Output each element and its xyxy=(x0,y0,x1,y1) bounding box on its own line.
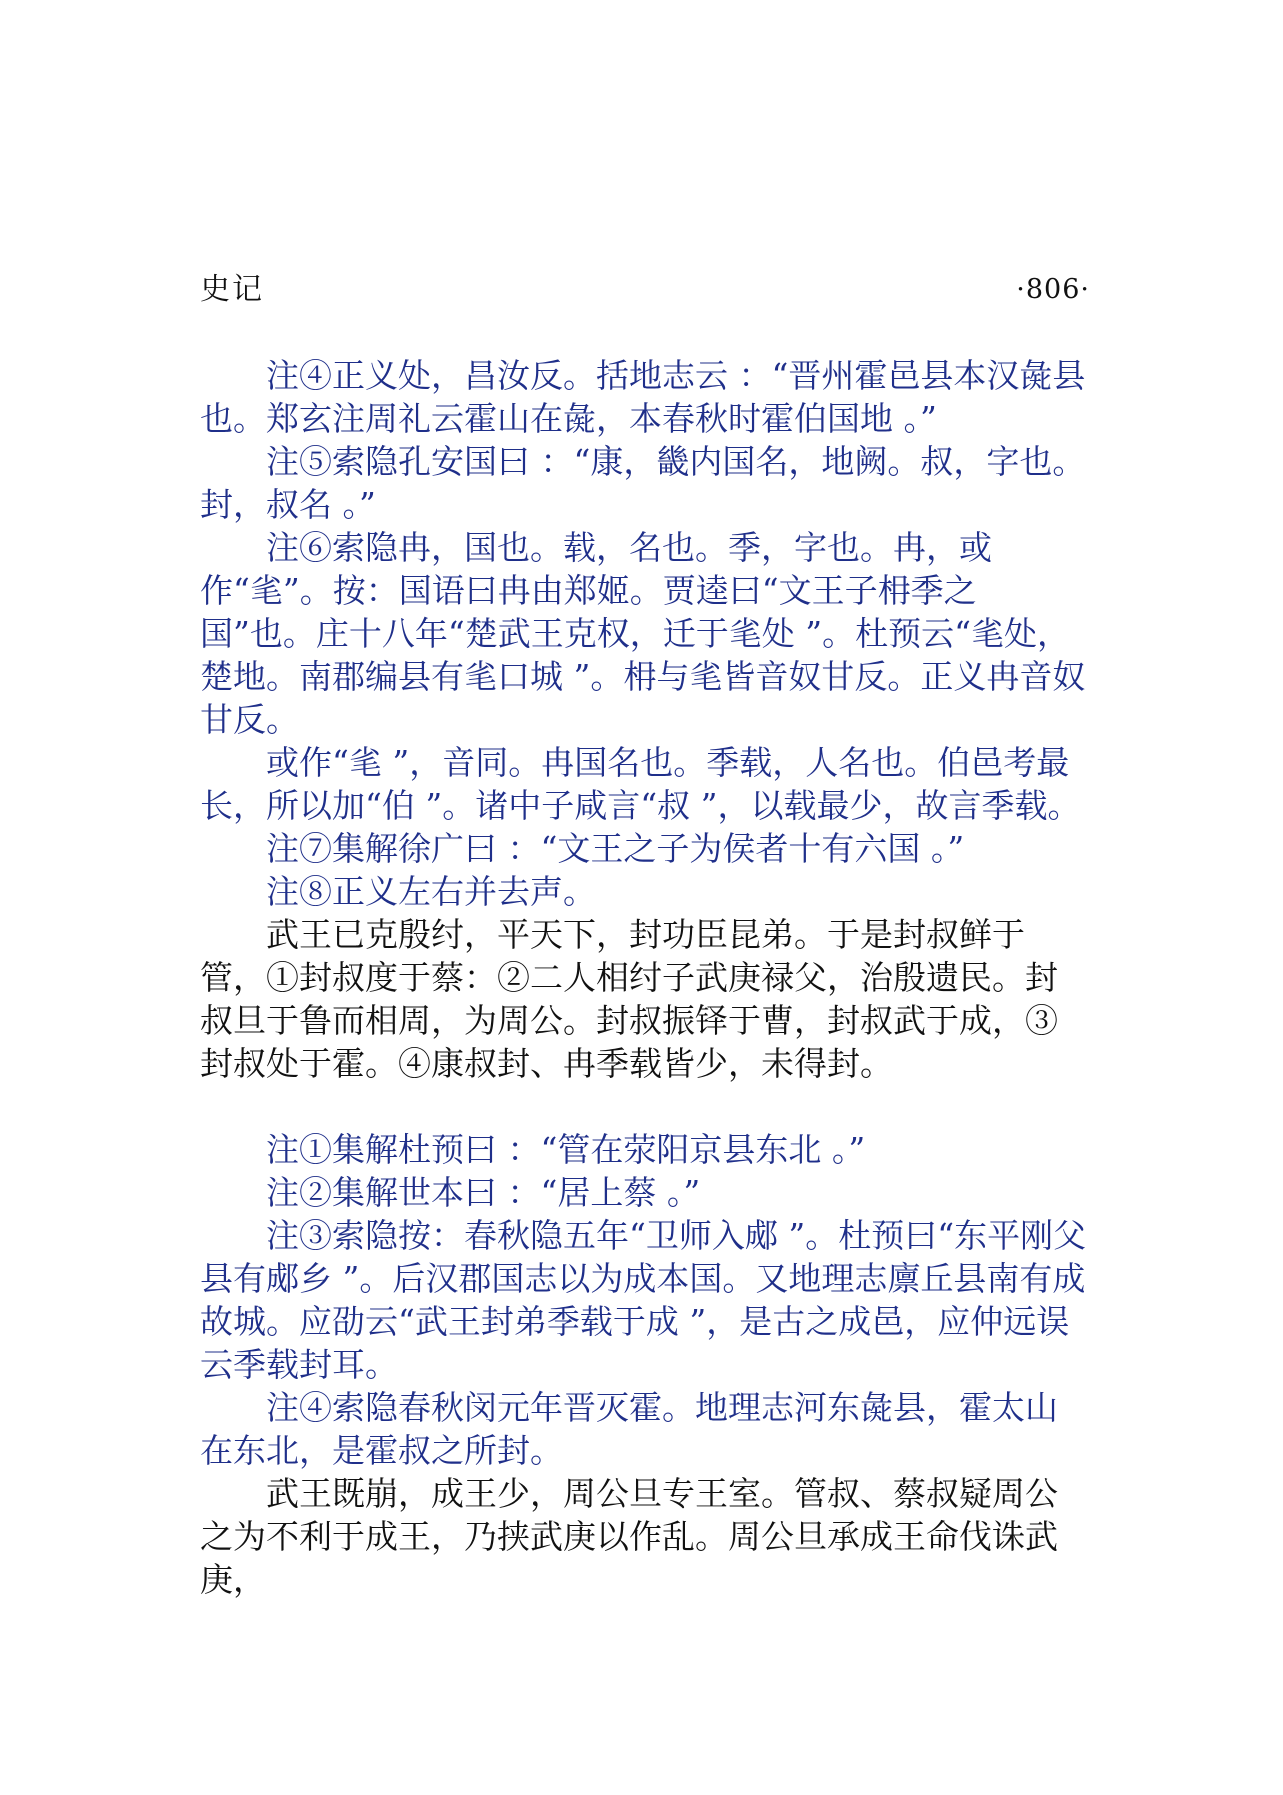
annotation-paragraph: 注④正义处，昌汝反。括地志云 ：“晋州霍邑县本汉彘县也。郑玄注周礼云霍山在彘，本春秋时霍伯国地 。” xyxy=(200,356,1086,438)
body-text xyxy=(200,354,1090,1601)
book-title: 史记 xyxy=(200,272,264,307)
annotation-paragraph: 注⑦集解徐广曰 ：“文王之子为侯者十有六国 。” xyxy=(266,829,965,868)
main-text-paragraph: 武王既崩，成王少，周公旦专王室。管叔、蔡叔疑周公之为不利于成王，乃挟武庚以作乱。周公旦承成王命伐诛武庚， xyxy=(200,1474,1058,1599)
page-header xyxy=(200,268,1090,312)
paragraph-gap xyxy=(200,1085,1090,1128)
annotation-paragraph: 注⑧正义左右并去声。 xyxy=(266,872,596,911)
annotation-paragraph: 注③索隐按：春秋隐五年“卫师入郕 ”。杜预曰“东平刚父县有郕乡 ”。后汉郡国志以为成本国。又地理志廪丘县南有成故城。应劭云“武王封弟季载于成 ”，是古之成邑，应仲远误云季载封耳。 xyxy=(200,1216,1087,1384)
main-text-paragraph: 武王已克殷纣，平天下，封功臣昆弟。于是封叔鲜于管，①封叔度于蔡：②二人相纣子武庚禄父，治殷遗民。封叔旦于鲁而相周，为周公。封叔振铎于曹，封叔武于成，③封叔处于霍。④康叔封、冉季载皆少，未得封。 xyxy=(200,915,1058,1083)
annotation-paragraph: 注④索隐春秋闵元年晋灭霍。地理志河东彘县，霍太山在东北，是霍叔之所封。 xyxy=(200,1388,1058,1470)
annotation-paragraph: 注⑥索隐冉，国也。载，名也。季，字也。冉，或作“毟”。按：国语曰冉由郑姬。贾逵曰“文王子枏季之国”也。庄十八年“楚武王克权，迁于毟处 ”。杜预云“毟处，楚地。南郡编县有毟口城 ”。枏与毟皆音奴甘反。正义冉音奴甘反。 xyxy=(200,528,1086,739)
annotation-paragraph: 注②集解世本曰 ：“居上蔡 。” xyxy=(266,1173,701,1212)
annotation-paragraph: 注①集解杜预曰 ：“管在荥阳京县东北 。” xyxy=(266,1130,866,1169)
annotation-paragraph: 注⑤索隐孔安国曰 ：“康，畿内国名，地阙。叔，字也。封，叔名 。” xyxy=(200,442,1086,524)
page-number: ·806· xyxy=(1016,274,1090,305)
annotation-paragraph: 或作“毟 ”，音同。冉国名也。季载，人名也。伯邑考最长，所以加“伯 ”。诸中子咸言“叔 ”，以载最少，故言季载。 xyxy=(200,743,1081,825)
